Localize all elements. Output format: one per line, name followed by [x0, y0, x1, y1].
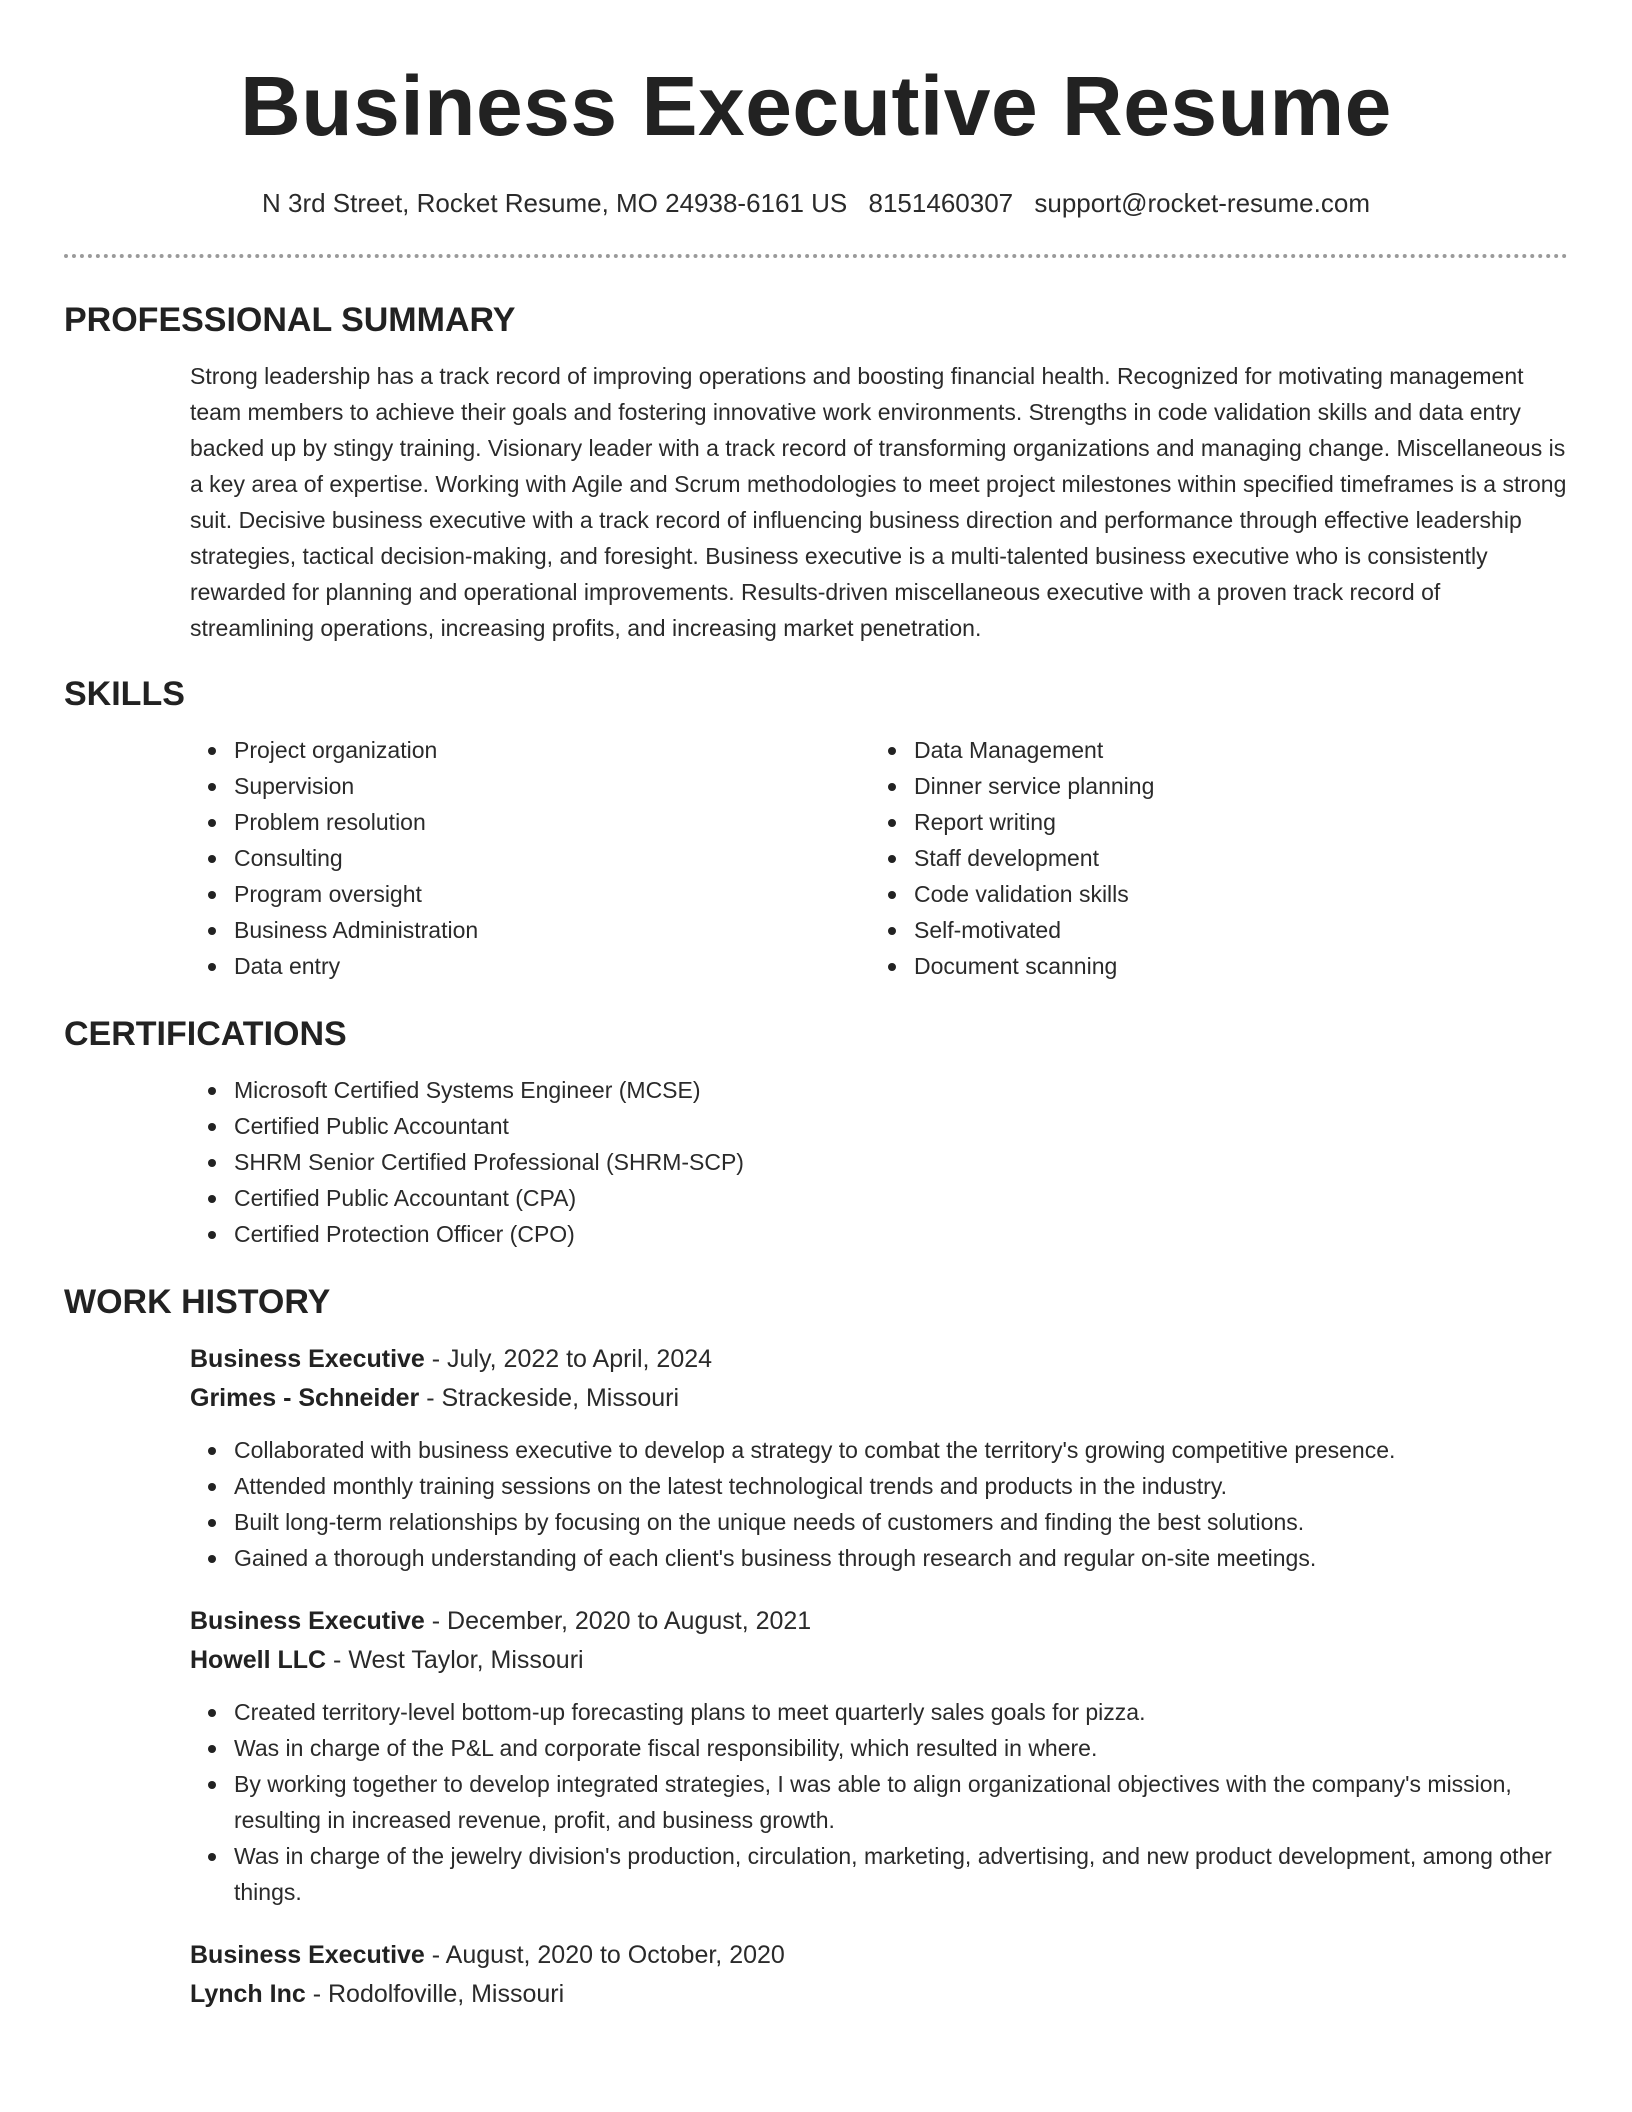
job-company-line	[190, 1975, 1568, 2014]
summary-heading: PROFESSIONAL SUMMARY	[64, 301, 516, 339]
skill-item: Project organization	[234, 732, 870, 768]
skill-item: Program oversight	[234, 876, 870, 912]
job-location: - West Taylor, Missouri	[326, 1646, 584, 1674]
skills-list-right	[870, 732, 1550, 984]
skills-column-left	[190, 732, 870, 984]
job-title-line	[190, 1602, 1568, 1641]
job-entry	[190, 1340, 1568, 1576]
certification-item: Certified Public Accountant (CPA)	[234, 1180, 1568, 1216]
job-bullets	[190, 1432, 1568, 1576]
summary-section	[190, 358, 1568, 646]
job-role: Business Executive	[190, 1345, 425, 1373]
contact-email: support@rocket-resume.com	[1034, 188, 1370, 218]
certification-item: SHRM Senior Certified Professional (SHRM-SCP)	[234, 1144, 1568, 1180]
job-title-line	[190, 1936, 1568, 1975]
header-divider	[64, 254, 1568, 258]
job-entry	[190, 1936, 1568, 2014]
certifications-section	[190, 1072, 1568, 1252]
skill-item: Data entry	[234, 948, 870, 984]
skills-section	[190, 732, 1568, 984]
job-dates: - December, 2020 to August, 2021	[424, 1607, 812, 1635]
skill-item: Problem resolution	[234, 804, 870, 840]
skill-item: Self-motivated	[914, 912, 1550, 948]
job-bullet: Gained a thorough understanding of each client's business through research and regular on-site meetings.	[234, 1540, 1568, 1576]
skills-heading: SKILLS	[64, 675, 185, 713]
job-company: Howell LLC	[190, 1646, 327, 1674]
job-bullets	[190, 1694, 1568, 1910]
job-bullet: Created territory-level bottom-up forecasting plans to meet quarterly sales goals for pizza.	[234, 1694, 1568, 1730]
certification-item: Microsoft Certified Systems Engineer (MCSE)	[234, 1072, 1568, 1108]
job-bullet: Attended monthly training sessions on the latest technological trends and products in the industry.	[234, 1468, 1568, 1504]
certifications-heading: CERTIFICATIONS	[64, 1015, 347, 1053]
work-history-section	[190, 1340, 1568, 2014]
job-title-line	[190, 1340, 1568, 1379]
certifications-list	[190, 1072, 1568, 1252]
skill-item: Data Management	[914, 732, 1550, 768]
work-history-heading: WORK HISTORY	[64, 1283, 331, 1321]
job-company: Grimes - Schneider	[190, 1384, 420, 1412]
job-role: Business Executive	[190, 1941, 425, 1969]
job-dates: - August, 2020 to October, 2020	[424, 1941, 785, 1969]
job-bullet: By working together to develop integrated strategies, I was able to align organizational objectives with the company's mission, resulting in increased revenue, profit, and business growth.	[234, 1766, 1568, 1838]
skills-grid	[190, 732, 1568, 984]
contact-address: N 3rd Street, Rocket Resume, MO 24938-6161 US	[262, 188, 848, 218]
certification-item: Certified Public Accountant	[234, 1108, 1568, 1144]
job-bullet: Was in charge of the P&L and corporate fiscal responsibility, which resulted in where.	[234, 1730, 1568, 1766]
job-company-line	[190, 1641, 1568, 1680]
skill-item: Dinner service planning	[914, 768, 1550, 804]
certification-item: Certified Protection Officer (CPO)	[234, 1216, 1568, 1252]
skill-item: Business Administration	[234, 912, 870, 948]
skills-column-right	[870, 732, 1550, 984]
contact-phone: 8151460307	[868, 188, 1014, 218]
job-location: - Rodolfoville, Missouri	[305, 1980, 565, 2008]
job-entry	[190, 1602, 1568, 1910]
summary-text: Strong leadership has a track record of improving operations and boosting financial health. Recognized for motivating management team members to achieve their goals and fostering innovative work environments. Strengths in code validation skills and data entry backed up by stingy training. Visionary leader with a track record of transforming organizations and managing change. Miscellaneous is a key area of expertise. Working with Agile and Scrum methodologies to meet project milestones within specified timeframes is a strong suit. Decisive business executive with a track record of influencing business direction and performance through effective leadership strategies, tactical decision-making, and foresight. Business executive is a multi-talented business executive who is consistently rewarded for planning and operational improvements. Results-driven miscellaneous executive with a proven track record of streamlining operations, increasing profits, and increasing market penetration.	[190, 363, 1567, 641]
resume-title: Business Executive Resume	[240, 59, 1392, 153]
contact-line	[64, 186, 1568, 220]
skill-item: Document scanning	[914, 948, 1550, 984]
skills-list-left	[190, 732, 870, 984]
skill-item: Code validation skills	[914, 876, 1550, 912]
skill-item: Supervision	[234, 768, 870, 804]
job-bullet: Was in charge of the jewelry division's production, circulation, marketing, advertising, and new product development, among other things.	[234, 1838, 1568, 1910]
skill-item: Report writing	[914, 804, 1550, 840]
job-role: Business Executive	[190, 1607, 425, 1635]
job-company-line	[190, 1379, 1568, 1418]
skill-item: Staff development	[914, 840, 1550, 876]
job-location: - Strackeside, Missouri	[419, 1384, 680, 1412]
job-bullet: Built long-term relationships by focusing on the unique needs of customers and finding the best solutions.	[234, 1504, 1568, 1540]
job-company: Lynch Inc	[190, 1980, 306, 2008]
job-bullet: Collaborated with business executive to develop a strategy to combat the territory's growing competitive presence.	[234, 1432, 1568, 1468]
skill-item: Consulting	[234, 840, 870, 876]
job-dates: - July, 2022 to April, 2024	[424, 1345, 713, 1373]
